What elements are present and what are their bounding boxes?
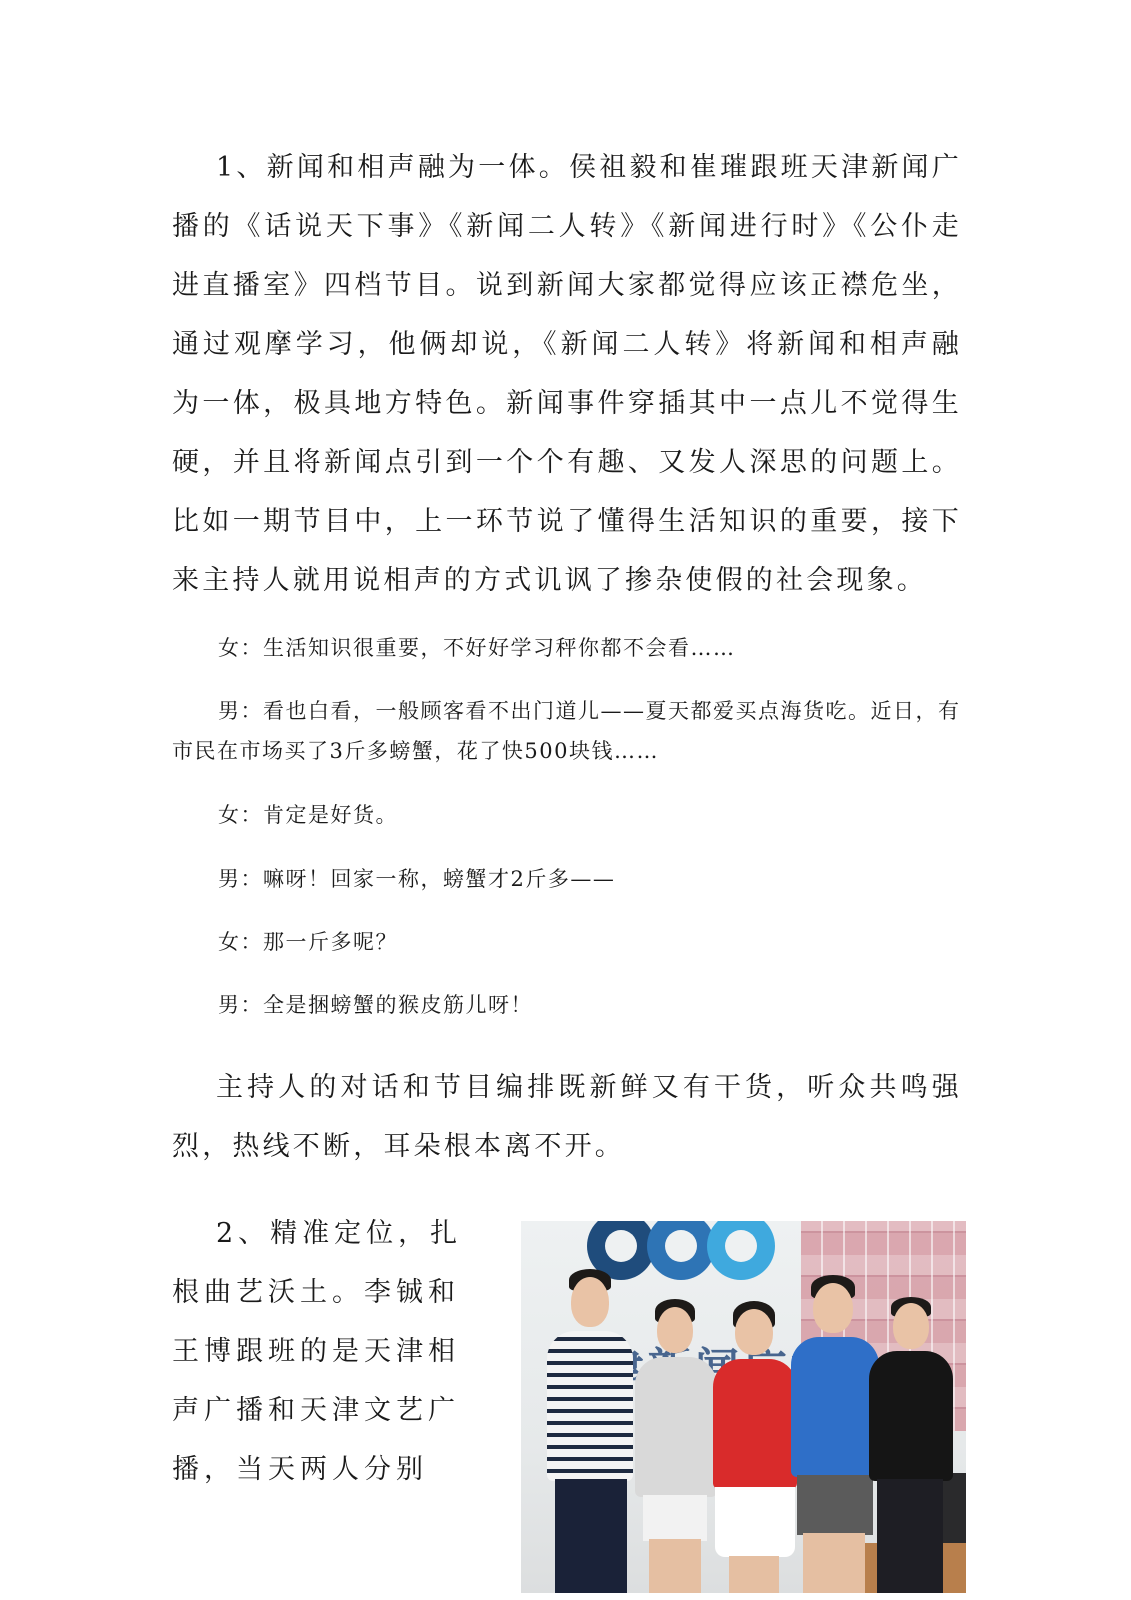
dialogue-line-5: 女：那一斤多呢？ xyxy=(218,930,398,954)
dialogue-line-6: 男：全是捆螃蟹的猴皮筋儿呀！ xyxy=(218,993,533,1017)
paragraph-precise-positioning: 2、精准定位，扎根曲艺沃土。李铖和王博跟班的是天津相声广播和天津文艺广播，当天两人分别 xyxy=(172,1218,463,1485)
dialogue-line-1: 女：生活知识很重要，不好好学习秤你都不会看…… xyxy=(218,636,736,660)
person-2 xyxy=(629,1299,719,1593)
dialogue-line-2: 男：看也白看，一般顾客看不出门道儿——夏天都爱买点海货吃。近日，有市民在市场买了3斤多螃蟹，花了快500块钱…… xyxy=(172,699,961,763)
paragraph-news-crosstalk: 1、新闻和相声融为一体。侯祖毅和崔璀跟班天津新闻广播的《话说天下事》《新闻二人转》《新闻进行时》《公仆走进直播室》四档节目。说到新闻大家都觉得应该正襟危坐，通过观摩学习，他俩却说，《新闻二人转》将新闻和相声融为一体，极具地方特色。新闻事件穿插其中一点儿不觉得生硬，并且将新闻点引到一个个有趣、又发人深思的问题上。比如一期节目中，上一环节说了懂得生活知识的重要，接下来主持人就用说相声的方式讥讽了掺杂使假的社会现象。 xyxy=(172,152,962,596)
paragraph-host-dialogue: 主持人的对话和节目编排既新鲜又有干货，听众共鸣强烈，热线不断，耳朵根本离不开。 xyxy=(172,1072,962,1162)
person-1 xyxy=(539,1269,634,1593)
person-5 xyxy=(863,1297,955,1593)
group-photo xyxy=(521,1221,966,1593)
dialogue-line-3: 女：肯定是好货。 xyxy=(218,803,398,827)
dialogue-line-4: 男：嘛呀！回家一称，螃蟹才2斤多—— xyxy=(218,867,616,891)
